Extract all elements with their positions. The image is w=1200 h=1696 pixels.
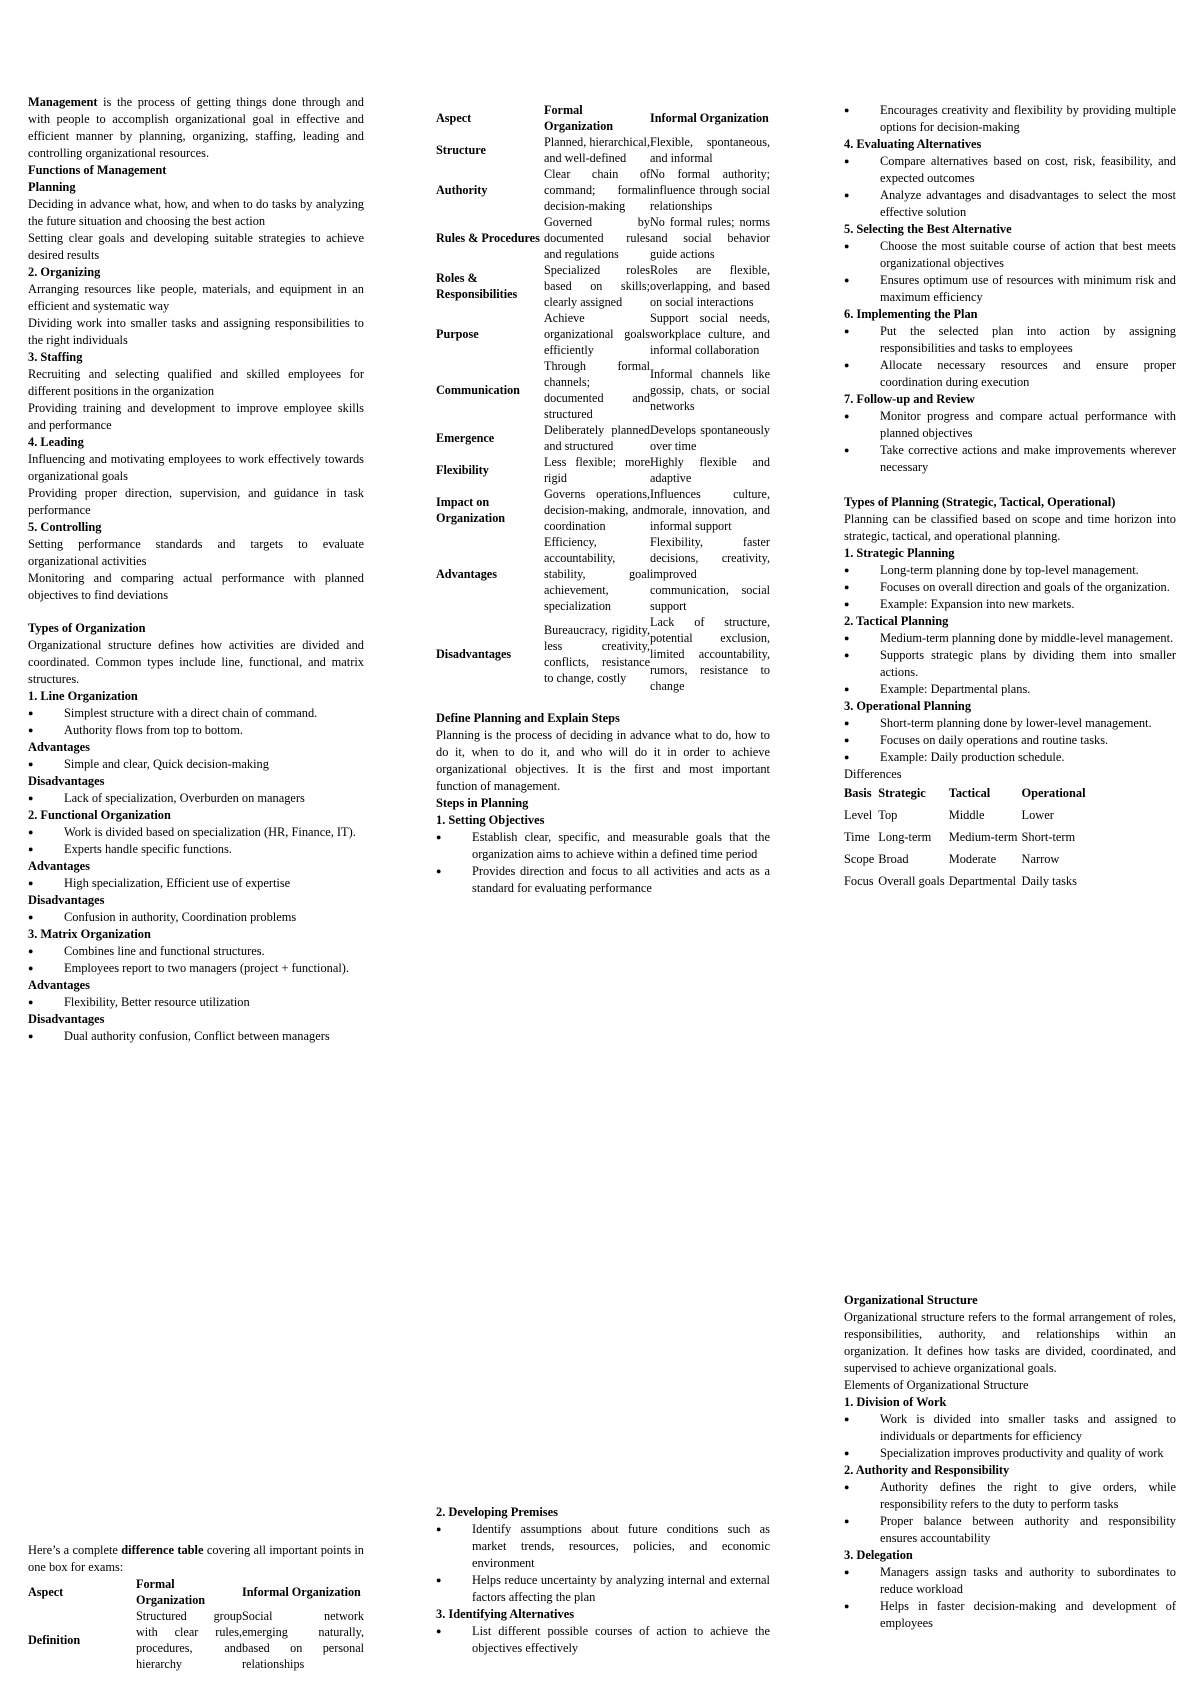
list-item: ● Put the selected plan into action by assigning responsibilities and tasks to employees	[844, 323, 1176, 357]
bullet-list	[844, 1411, 1176, 1462]
table-cell: Definition	[28, 1633, 81, 1647]
table-cell: Time	[844, 830, 870, 844]
list-item: ● Experts handle specific functions.	[28, 841, 364, 858]
table-aspect-cell: Authority	[436, 183, 488, 197]
table-header-cell: Formal Organization	[544, 103, 614, 133]
function-title: 2. Organizing	[28, 265, 101, 279]
table-header-cell: Aspect	[436, 111, 472, 125]
bullet-list	[844, 1479, 1176, 1547]
table-cell: Informal channels like gossip, chats, or social networks	[650, 367, 770, 413]
table-cell: Less flexible; more rigid	[544, 455, 650, 485]
step-title: 3. Identifying Alternatives	[436, 1607, 575, 1621]
table-cell: Lower	[1021, 808, 1054, 822]
table-aspect-cell: Communication	[436, 383, 520, 397]
list-item: ● Focuses on daily operations and routine tasks.	[844, 732, 1176, 749]
table-row	[436, 454, 770, 486]
table-row	[436, 134, 770, 166]
function-title: 3. Staffing	[28, 350, 83, 364]
bullet-list	[436, 1623, 770, 1657]
plan-type-title: 3. Operational Planning	[844, 699, 972, 713]
org-structure-elements-label: Elements of Organizational Structure	[844, 1378, 1029, 1392]
table-cell: Clear chain of command; formal decision-making	[544, 167, 650, 213]
list-item: ● Take corrective actions and make improvements wherever necessary	[844, 442, 1176, 476]
table-cell: Efficiency, accountability, stability, goal achievement, specialization	[544, 535, 650, 613]
table-row	[844, 871, 1090, 893]
table-cell: Top	[878, 808, 898, 822]
table-aspect-cell: Emergence	[436, 431, 495, 445]
list-item: ● Allocate necessary resources and ensure proper coordination during execution	[844, 357, 1176, 391]
list-item: ● Example: Expansion into new markets.	[844, 596, 1176, 613]
bullet-list	[844, 238, 1176, 306]
list-item: ● Example: Daily production schedule.	[844, 749, 1176, 766]
list-item: ● Simplest structure with a direct chain of command.	[28, 705, 364, 722]
bullet-list	[844, 562, 1176, 613]
list-item: ● Specialization improves productivity and quality of work	[844, 1445, 1176, 1462]
disadvantages-label: Disadvantages	[28, 893, 105, 907]
column-1-top	[28, 94, 364, 1045]
function-line: Providing proper direction, supervision, and guidance in task performance	[28, 486, 364, 517]
functions-heading: Functions of Management	[28, 163, 167, 177]
list-item: ● Identify assumptions about future conditions such as market trends, resources, policies, and economic environment	[436, 1521, 770, 1572]
table-row	[844, 849, 1090, 871]
table-cell: Long-term	[878, 830, 932, 844]
table-row	[436, 262, 770, 310]
table-cell: Broad	[878, 852, 909, 866]
step-title: 6. Implementing the Plan	[844, 307, 978, 321]
table-row	[844, 805, 1090, 827]
table-aspect-cell: Advantages	[436, 567, 497, 581]
org-type-title: 1. Line Organization	[28, 689, 138, 703]
function-line: Recruiting and selecting qualified and skilled employees for different positions in the organization	[28, 367, 364, 398]
steps-heading: Steps in Planning	[436, 796, 529, 810]
element-title: 3. Delegation	[844, 1548, 913, 1562]
bullet-list	[844, 153, 1176, 221]
table-header-cell: Tactical	[948, 786, 991, 800]
table-row	[28, 1608, 364, 1672]
table-header-cell: Formal Organization	[136, 1577, 206, 1607]
table-row	[436, 422, 770, 454]
table-cell: Moderate	[948, 852, 997, 866]
types-of-planning-heading: Types of Planning (Strategic, Tactical, Operational)	[844, 495, 1116, 509]
list-item: ● High specialization, Efficient use of expertise	[28, 875, 364, 892]
function-title: 4. Leading	[28, 435, 84, 449]
table-cell: Medium-term	[948, 830, 1018, 844]
list-item: ● Managers assign tasks and authority to subordinates to reduce workload	[844, 1564, 1176, 1598]
table-header-cell: Informal Organization	[650, 111, 769, 125]
table-cell: Flexible, spontaneous, and informal	[650, 135, 770, 165]
table-cell: Social network emerging naturally, based on personal relationships	[242, 1609, 364, 1671]
bullet-list	[844, 630, 1176, 698]
step-title: 7. Follow-up and Review	[844, 392, 975, 406]
bullet-list	[844, 1564, 1176, 1632]
disadvantages-label: Disadvantages	[28, 774, 105, 788]
function-line: Monitoring and comparing actual performance with planned objectives to find deviations	[28, 571, 364, 602]
table-row	[436, 214, 770, 262]
table-cell: Through formal channels; documented and structured	[544, 359, 650, 421]
list-item: ● Focuses on overall direction and goals of the organization.	[844, 579, 1176, 596]
table-cell: Narrow	[1021, 852, 1060, 866]
table-header-cell: Basis	[844, 786, 872, 800]
list-item: ● Compare alternatives based on cost, risk, feasibility, and expected outcomes	[844, 153, 1176, 187]
table-cell: Lack of structure, potential exclusion, limited accountability, rumors, resistance to change	[650, 615, 770, 693]
column-3-top	[844, 102, 1176, 893]
list-item: ● Analyze advantages and disadvantages to select the most effective solution	[844, 187, 1176, 221]
list-item: ● Short-term planning done by lower-level management.	[844, 715, 1176, 732]
table-header-cell: Operational	[1021, 786, 1086, 800]
table-cell: Short-term	[1021, 830, 1076, 844]
table-cell: Governs operations, decision-making, and coordination	[544, 487, 650, 533]
list-item: ● Encourages creativity and flexibility by providing multiple options for decision-making	[844, 102, 1176, 136]
org-type-title: 2. Functional Organization	[28, 808, 171, 822]
list-item: ● Helps in faster decision-making and development of employees	[844, 1598, 1176, 1632]
plan-type-title: 1. Strategic Planning	[844, 546, 955, 560]
differences-label: Differences	[844, 767, 902, 781]
list-item: ● Establish clear, specific, and measurable goals that the organization aims to achieve within a defined time period	[436, 829, 770, 863]
list-item: ● Authority defines the right to give orders, while responsibility refers to the duty to perform tasks	[844, 1479, 1176, 1513]
table-header-row	[28, 1576, 364, 1608]
list-item: ● Supports strategic plans by dividing them into smaller actions.	[844, 647, 1176, 681]
list-item: ● Confusion in authority, Coordination problems	[28, 909, 364, 926]
function-line: Setting performance standards and targets to evaluate organizational activities	[28, 537, 364, 568]
bullet-list	[844, 715, 1176, 766]
table-cell: Focus	[844, 874, 874, 888]
table-cell: Structured group with clear rules, procedures, and hierarchy	[136, 1609, 242, 1671]
table-cell: Scope	[844, 852, 875, 866]
list-item: ● Work is divided based on specialization (HR, Finance, IT).	[28, 824, 364, 841]
table-cell: No formal authority; influence through social relationships	[650, 167, 770, 213]
planning-heading: Define Planning and Explain Steps	[436, 711, 620, 725]
table-aspect-cell: Purpose	[436, 327, 479, 341]
table-cell: Support social needs, workplace culture, and informal collaboration	[650, 311, 770, 357]
bullet-list	[28, 756, 364, 773]
element-title: 2. Authority and Responsibility	[844, 1463, 1010, 1477]
table-row	[436, 534, 770, 614]
bullet-list	[28, 705, 364, 739]
table-header-cell: Informal Organization	[242, 1585, 361, 1599]
step-title: 2. Developing Premises	[436, 1505, 558, 1519]
table-cell: Achieve organizational goals efficiently	[544, 311, 650, 357]
table-row	[436, 614, 770, 694]
table-cell: Overall goals	[878, 874, 945, 888]
column-3-bottom	[844, 1292, 1176, 1632]
list-item: ● Flexibility, Better resource utilization	[28, 994, 364, 1011]
table-header-cell: Strategic	[878, 786, 926, 800]
bullet-list	[844, 323, 1176, 391]
list-item: ● Medium-term planning done by middle-level management.	[844, 630, 1176, 647]
advantages-label: Advantages	[28, 859, 90, 873]
table-cell: Roles are flexible, overlapping, and based on social interactions	[650, 263, 770, 309]
table-aspect-cell: Flexibility	[436, 463, 489, 477]
table-cell: Governed by documented rules and regulations	[544, 215, 650, 261]
bullet-list	[844, 102, 1176, 136]
list-item: ● Work is divided into smaller tasks and assigned to individuals or departments for efficiency	[844, 1411, 1176, 1445]
bullet-list	[436, 1521, 770, 1606]
table-aspect-cell: Impact on Organization	[436, 495, 506, 525]
function-title: Planning	[28, 180, 76, 194]
element-title: 1. Division of Work	[844, 1395, 947, 1409]
step-title: 1. Setting Objectives	[436, 813, 545, 827]
bullet-list	[28, 875, 364, 892]
list-item: ● Employees report to two managers (project + functional).	[28, 960, 364, 977]
table-cell: Daily tasks	[1021, 874, 1077, 888]
difference-table-intro: Here’s a complete difference table covering all important points in one box for exams:	[28, 1543, 364, 1574]
table-cell: Level	[844, 808, 873, 822]
table-header-row	[436, 102, 770, 134]
table-cell: Departmental	[948, 874, 1017, 888]
planning-definition: Planning is the process of deciding in advance what to do, how to do it, when to do it, and who will do it in order to achieve organizational objectives. It is the first and most important function of management.	[436, 728, 770, 793]
table-cell: Highly flexible and adaptive	[650, 455, 770, 485]
list-item: ● Dual authority confusion, Conflict between managers	[28, 1028, 364, 1045]
disadvantages-label: Disadvantages	[28, 1012, 105, 1026]
list-item: ● Authority flows from top to bottom.	[28, 722, 364, 739]
bullet-list	[28, 1028, 364, 1045]
table-row	[436, 358, 770, 422]
list-item: ● Proper balance between authority and responsibility ensures accountability	[844, 1513, 1176, 1547]
org-type-title: 3. Matrix Organization	[28, 927, 151, 941]
step-title: 5. Selecting the Best Alternative	[844, 222, 1012, 236]
table-row	[844, 827, 1090, 849]
table-aspect-cell: Structure	[436, 143, 486, 157]
table-cell: Develops spontaneously over time	[650, 423, 770, 453]
table-cell: Influences culture, morale, innovation, and informal support	[650, 487, 770, 533]
list-item: ● Provides direction and focus to all activities and acts as a standard for evaluating performance	[436, 863, 770, 897]
bullet-list	[28, 824, 364, 858]
function-line: Arranging resources like people, materials, and equipment in an efficient and systematic way	[28, 282, 364, 313]
column-1-bottom	[28, 1542, 364, 1672]
list-item: ● Choose the most suitable course of action that best meets organizational objectives	[844, 238, 1176, 272]
org-structure-definition: Organizational structure refers to the formal arrangement of roles, responsibilities, authority, and relationships within an organization. It defines how tasks are divided, coordinated, and supervised to achieve organizational goals.	[844, 1310, 1176, 1375]
step-title: 4. Evaluating Alternatives	[844, 137, 982, 151]
bullet-list	[28, 943, 364, 977]
table-cell: Bureaucracy, rigidity, less creativity, conflicts, resistance to change, costly	[544, 623, 650, 685]
list-item: ● Monitor progress and compare actual performance with planned objectives	[844, 408, 1176, 442]
difference-table-start	[28, 1576, 364, 1672]
management-definition: Management is the process of getting things done through and with people to accomplish organizational goal in effective and efficient manner by planning, organizing, staffing, leading and controlling organizational resources.	[28, 95, 364, 160]
table-cell: Middle	[948, 808, 985, 822]
list-item: ● Combines line and functional structures.	[28, 943, 364, 960]
column-2-top	[436, 102, 770, 897]
function-line: Influencing and motivating employees to work effectively towards organizational goals	[28, 452, 364, 483]
table-header-cell: Aspect	[28, 1585, 64, 1599]
list-item: ● List different possible courses of action to achieve the objectives effectively	[436, 1623, 770, 1657]
advantages-label: Advantages	[28, 740, 90, 754]
list-item: ● Long-term planning done by top-level management.	[844, 562, 1176, 579]
table-aspect-cell: Disadvantages	[436, 647, 512, 661]
bullet-list	[28, 909, 364, 926]
list-item: ● Ensures optimum use of resources with minimum risk and maximum efficiency	[844, 272, 1176, 306]
list-item: ● Helps reduce uncertainty by analyzing internal and external factors affecting the plan	[436, 1572, 770, 1606]
advantages-label: Advantages	[28, 978, 90, 992]
table-cell: Deliberately planned and structured	[544, 423, 650, 453]
table-cell: Specialized roles based on skills; clearly assigned	[544, 263, 650, 309]
function-title: 5. Controlling	[28, 520, 102, 534]
bullet-list	[844, 408, 1176, 476]
table-cell: Planned, hierarchical, and well-defined	[544, 135, 650, 165]
bullet-list	[436, 829, 770, 897]
table-aspect-cell: Roles & Responsibilities	[436, 271, 518, 301]
table-row	[436, 486, 770, 534]
function-line: Deciding in advance what, how, and when to do tasks by analyzing the future situation and choosing the best action	[28, 197, 364, 228]
types-intro: Organizational structure defines how activities are divided and coordinated. Common types include line, functional, and matrix structures.	[28, 638, 364, 686]
table-cell: Flexibility, faster decisions, creativity, improved communication, social support	[650, 535, 770, 613]
table-cell: No formal rules; norms and social behavior guide actions	[650, 215, 770, 261]
table-row	[436, 166, 770, 214]
function-line: Setting clear goals and developing suitable strategies to achieve desired results	[28, 231, 364, 262]
table-row	[436, 310, 770, 358]
list-item: ● Example: Departmental plans.	[844, 681, 1176, 698]
types-of-organization-heading: Types of Organization	[28, 621, 146, 635]
plan-type-title: 2. Tactical Planning	[844, 614, 949, 628]
list-item: ● Lack of specialization, Overburden on managers	[28, 790, 364, 807]
bullet-list	[28, 790, 364, 807]
function-line: Providing training and development to improve employee skills and performance	[28, 401, 364, 432]
table-header-row	[844, 783, 1090, 805]
bullet-list	[28, 994, 364, 1011]
function-line: Dividing work into smaller tasks and assigning responsibilities to the right individuals	[28, 316, 364, 347]
column-2-bottom	[436, 1504, 770, 1657]
types-of-planning-intro: Planning can be classified based on scope and time horizon into strategic, tactical, and operational planning.	[844, 512, 1176, 543]
table-aspect-cell: Rules & Procedures	[436, 231, 540, 245]
list-item: ● Simple and clear, Quick decision-making	[28, 756, 364, 773]
org-structure-heading: Organizational Structure	[844, 1293, 978, 1307]
management-term: Management	[28, 95, 98, 109]
planning-differences-table	[844, 783, 1090, 893]
formal-vs-informal-table	[436, 102, 770, 694]
